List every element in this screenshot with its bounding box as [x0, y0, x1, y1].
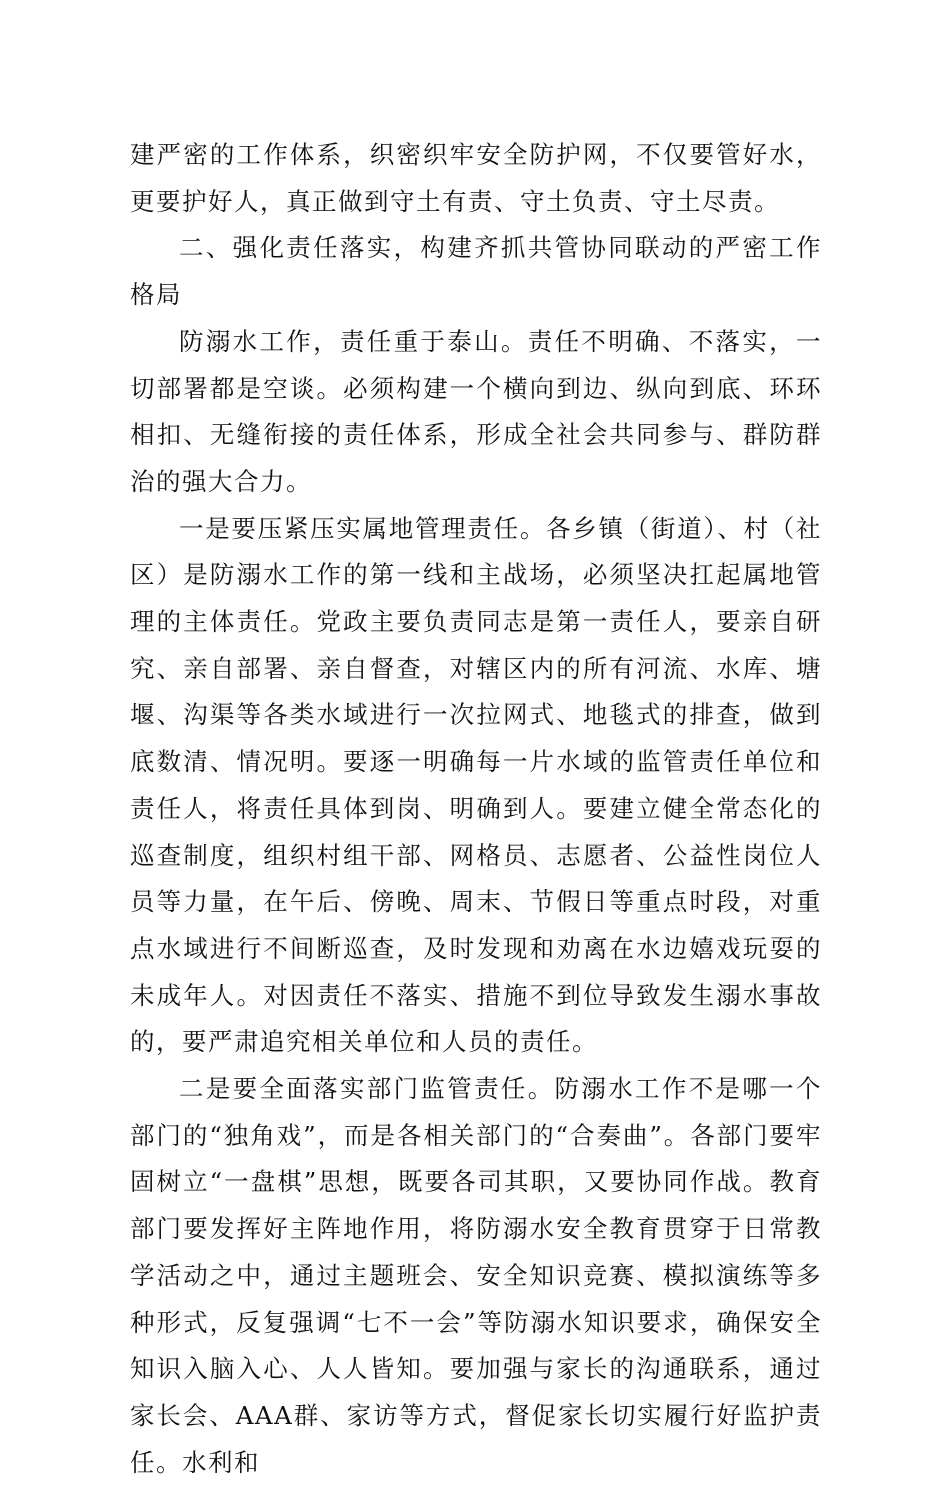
paragraph-3: 一是要压紧压实属地管理责任。各乡镇（街道）、村（社区）是防溺水工作的第一线和主战场，必须坚决扛起属地管理的主体责任。党政主要负责同志是第一责任人，要亲自研究、亲自部署、亲自督查，对辖区内的所有河流、水库、塘堰、沟渠等各类水域进行一次拉网式、地毯式的排查，做到底数清、情况明。要逐一明确每一片水域的监管责任单位和责任人，将责任具体到岗、明确到人。要建立健全常态化的巡查制度，组织村组干部、网格员、志愿者、公益性岗位人员等力量，在午后、傍晚、周末、节假日等重点时段，对重点水域进行不间断巡查，及时发现和劝离在水边嬉戏玩耍的未成年人。对因责任不落实、措施不到位导致发生溺水事故的，要严肃追究相关单位和人员的责任。: [130, 513, 822, 1057]
paragraph-1: 建严密的工作体系，织密织牢安全防护网，不仅要管好水，更要护好人，真正做到守土有责、守土负责、守土尽责。: [130, 140, 822, 216]
section-heading: 二、强化责任落实，构建齐抓共管协同联动的严密工作格局: [130, 233, 822, 310]
document-body: [130, 132, 822, 1486]
paragraph-2: 防溺水工作，责任重于泰山。责任不明确、不落实，一切部署都是空谈。必须构建一个横向到边、纵向到底、环环相扣、无缝衔接的责任体系，形成全社会共同参与、群防群治的强大合力。: [130, 326, 822, 496]
paragraph-4: 二是要全面落实部门监管责任。防溺水工作不是哪一个部门的“独角戏”，而是各相关部门的“合奏曲”。各部门要牢固树立“一盘棋”思想，既要各司其职，又要协同作战。教育部门要发挥好主阵地作用，将防溺水安全教育贯穿于日常教学活动之中，通过主题班会、安全知识竞赛、模拟演练等多种形式，反复强调“七不一会”等防溺水知识要求，确保安全知识入脑入心、人人皆知。要加强与家长的沟通联系，通过家长会、AAA群、家访等方式，督促家长切实履行好监护责任。水利和: [130, 1074, 822, 1477]
